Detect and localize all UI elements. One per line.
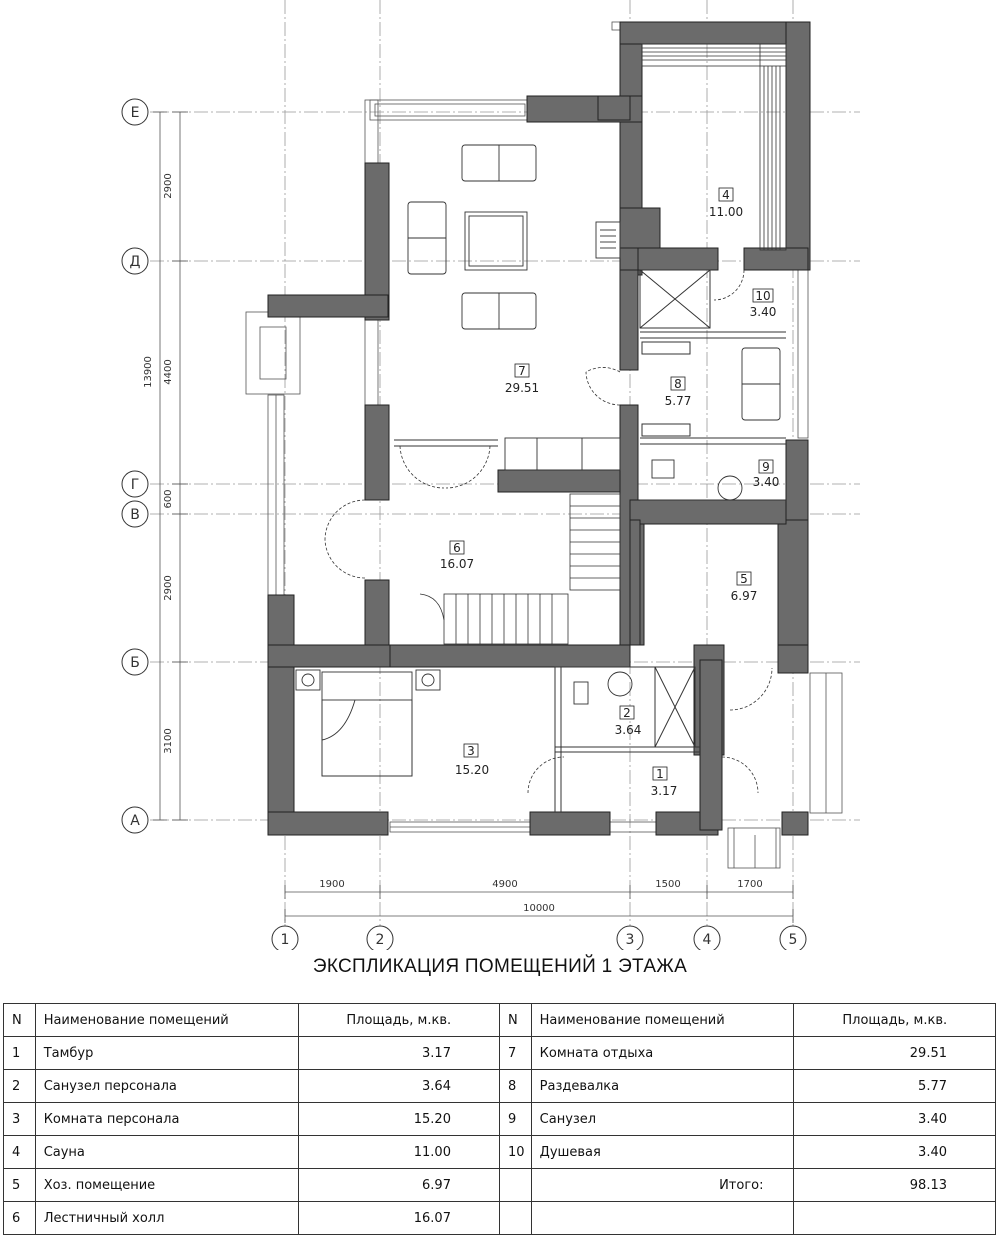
table-header-row	[4, 1004, 996, 1037]
axis-row-v: В	[130, 507, 140, 523]
table-row	[4, 1070, 996, 1103]
axis-col-1: 1	[280, 932, 290, 948]
cell-area: 3.17	[298, 1037, 499, 1070]
room-3-number: 3	[467, 744, 475, 758]
dim-h-total: 10000	[523, 903, 555, 914]
axis-col-5: 5	[788, 932, 798, 948]
cell-n: 10	[499, 1136, 531, 1169]
axis-col-2: 2	[375, 932, 385, 948]
axis-bubbles-rows	[122, 99, 148, 833]
dim-v-total: 13900	[143, 356, 154, 388]
cell-area: 3.40	[794, 1136, 996, 1169]
cell-name: Раздевалка	[531, 1070, 794, 1103]
glazing-outlines	[246, 22, 842, 868]
dimension-lines-vertical	[153, 112, 188, 820]
cell-n: 3	[4, 1103, 36, 1136]
axis-bubbles-cols	[272, 926, 806, 950]
room-9-number: 9	[762, 460, 770, 474]
room-labels	[440, 188, 780, 798]
walls	[268, 22, 810, 835]
sauna-benches	[642, 44, 786, 250]
room-1-number: 1	[656, 767, 664, 781]
dim-h-3: 1500	[655, 879, 681, 890]
room-4-area: 11.00	[708, 205, 744, 219]
dim-h-1: 1900	[319, 879, 345, 890]
axis-row-g: Г	[130, 477, 140, 493]
table-row	[4, 1103, 996, 1136]
cell-name: Сауна	[35, 1136, 298, 1169]
room-3-area: 15.20	[454, 763, 490, 777]
room-5-area: 6.97	[730, 589, 758, 603]
cell-area	[794, 1202, 996, 1235]
header-name-left: Наименование помещений	[35, 1004, 298, 1037]
cell-name: Комната отдыха	[531, 1037, 794, 1070]
header-area-left: Площадь, м.кв.	[298, 1004, 499, 1037]
cell-n: 2	[4, 1070, 36, 1103]
table-row	[4, 1202, 996, 1235]
cell-n: 9	[499, 1103, 531, 1136]
header-n-left: N	[4, 1004, 36, 1037]
cell-area: 3.64	[298, 1070, 499, 1103]
cell-name: Тамбур	[35, 1037, 298, 1070]
axis-labels-rows	[130, 105, 141, 829]
cell-total-label: Итого:	[531, 1169, 794, 1202]
axis-row-a: А	[130, 813, 140, 829]
dim-v-2: 4400	[163, 359, 174, 385]
room-8-number: 8	[674, 377, 682, 391]
cell-name: Комната персонала	[35, 1103, 298, 1136]
header-n-right: N	[499, 1004, 531, 1037]
room-2-area: 3.64	[614, 723, 642, 737]
room-7-area: 29.51	[504, 381, 540, 395]
cell-area: 5.77	[794, 1070, 996, 1103]
cell-area: 29.51	[794, 1037, 996, 1070]
table-row	[4, 1037, 996, 1070]
cell-n: 1	[4, 1037, 36, 1070]
room-10-number: 10	[755, 289, 771, 303]
dim-v-4: 2900	[163, 575, 174, 601]
room-10-area: 3.40	[749, 305, 777, 319]
room-9-area: 3.40	[752, 475, 780, 489]
cell-n	[499, 1169, 531, 1202]
dim-v-1: 2900	[163, 173, 174, 199]
header-name-right: Наименование помещений	[531, 1004, 794, 1037]
room-5-number: 5	[740, 572, 748, 586]
cell-area: 11.00	[298, 1136, 499, 1169]
room-6-area: 16.07	[439, 557, 475, 571]
dim-v-5: 3100	[163, 728, 174, 754]
cell-n	[499, 1202, 531, 1235]
dim-h-4: 1700	[737, 879, 763, 890]
cell-area: 16.07	[298, 1202, 499, 1235]
cell-name: Лестничный холл	[35, 1202, 298, 1235]
axis-row-e: Е	[130, 105, 140, 121]
axis-row-d: Д	[129, 254, 141, 270]
cell-area: 6.97	[298, 1169, 499, 1202]
cell-n: 5	[4, 1169, 36, 1202]
explication-table	[3, 1003, 996, 1235]
dim-h-2: 4900	[492, 879, 518, 890]
room-4-number: 4	[722, 188, 730, 202]
axis-row-b: Б	[130, 655, 140, 671]
room-7-number: 7	[518, 364, 526, 378]
cell-name: Санузел	[531, 1103, 794, 1136]
axis-col-4: 4	[702, 932, 712, 948]
cell-n: 4	[4, 1136, 36, 1169]
room-1-area: 3.17	[650, 784, 678, 798]
axis-col-3: 3	[625, 932, 635, 948]
cell-n: 7	[499, 1037, 531, 1070]
header-area-right: Площадь, м.кв.	[794, 1004, 996, 1037]
cell-name: Душевая	[531, 1136, 794, 1169]
cell-area: 3.40	[794, 1103, 996, 1136]
cell-name	[531, 1202, 794, 1235]
room-8-area: 5.77	[664, 394, 692, 408]
cell-total-value: 98.13	[794, 1169, 996, 1202]
cell-name: Хоз. помещение	[35, 1169, 298, 1202]
cell-area: 15.20	[298, 1103, 499, 1136]
cell-n: 8	[499, 1070, 531, 1103]
table-row	[4, 1136, 996, 1169]
dim-v-3: 600	[163, 489, 174, 509]
room-6-number: 6	[453, 541, 461, 555]
room-2-number: 2	[623, 706, 631, 720]
table-row	[4, 1169, 996, 1202]
explication-title: ЭКСПЛИКАЦИЯ ПОМЕЩЕНИЙ 1 ЭТАЖА	[312, 956, 688, 977]
cell-name: Санузел персонала	[35, 1070, 298, 1103]
cell-n: 6	[4, 1202, 36, 1235]
